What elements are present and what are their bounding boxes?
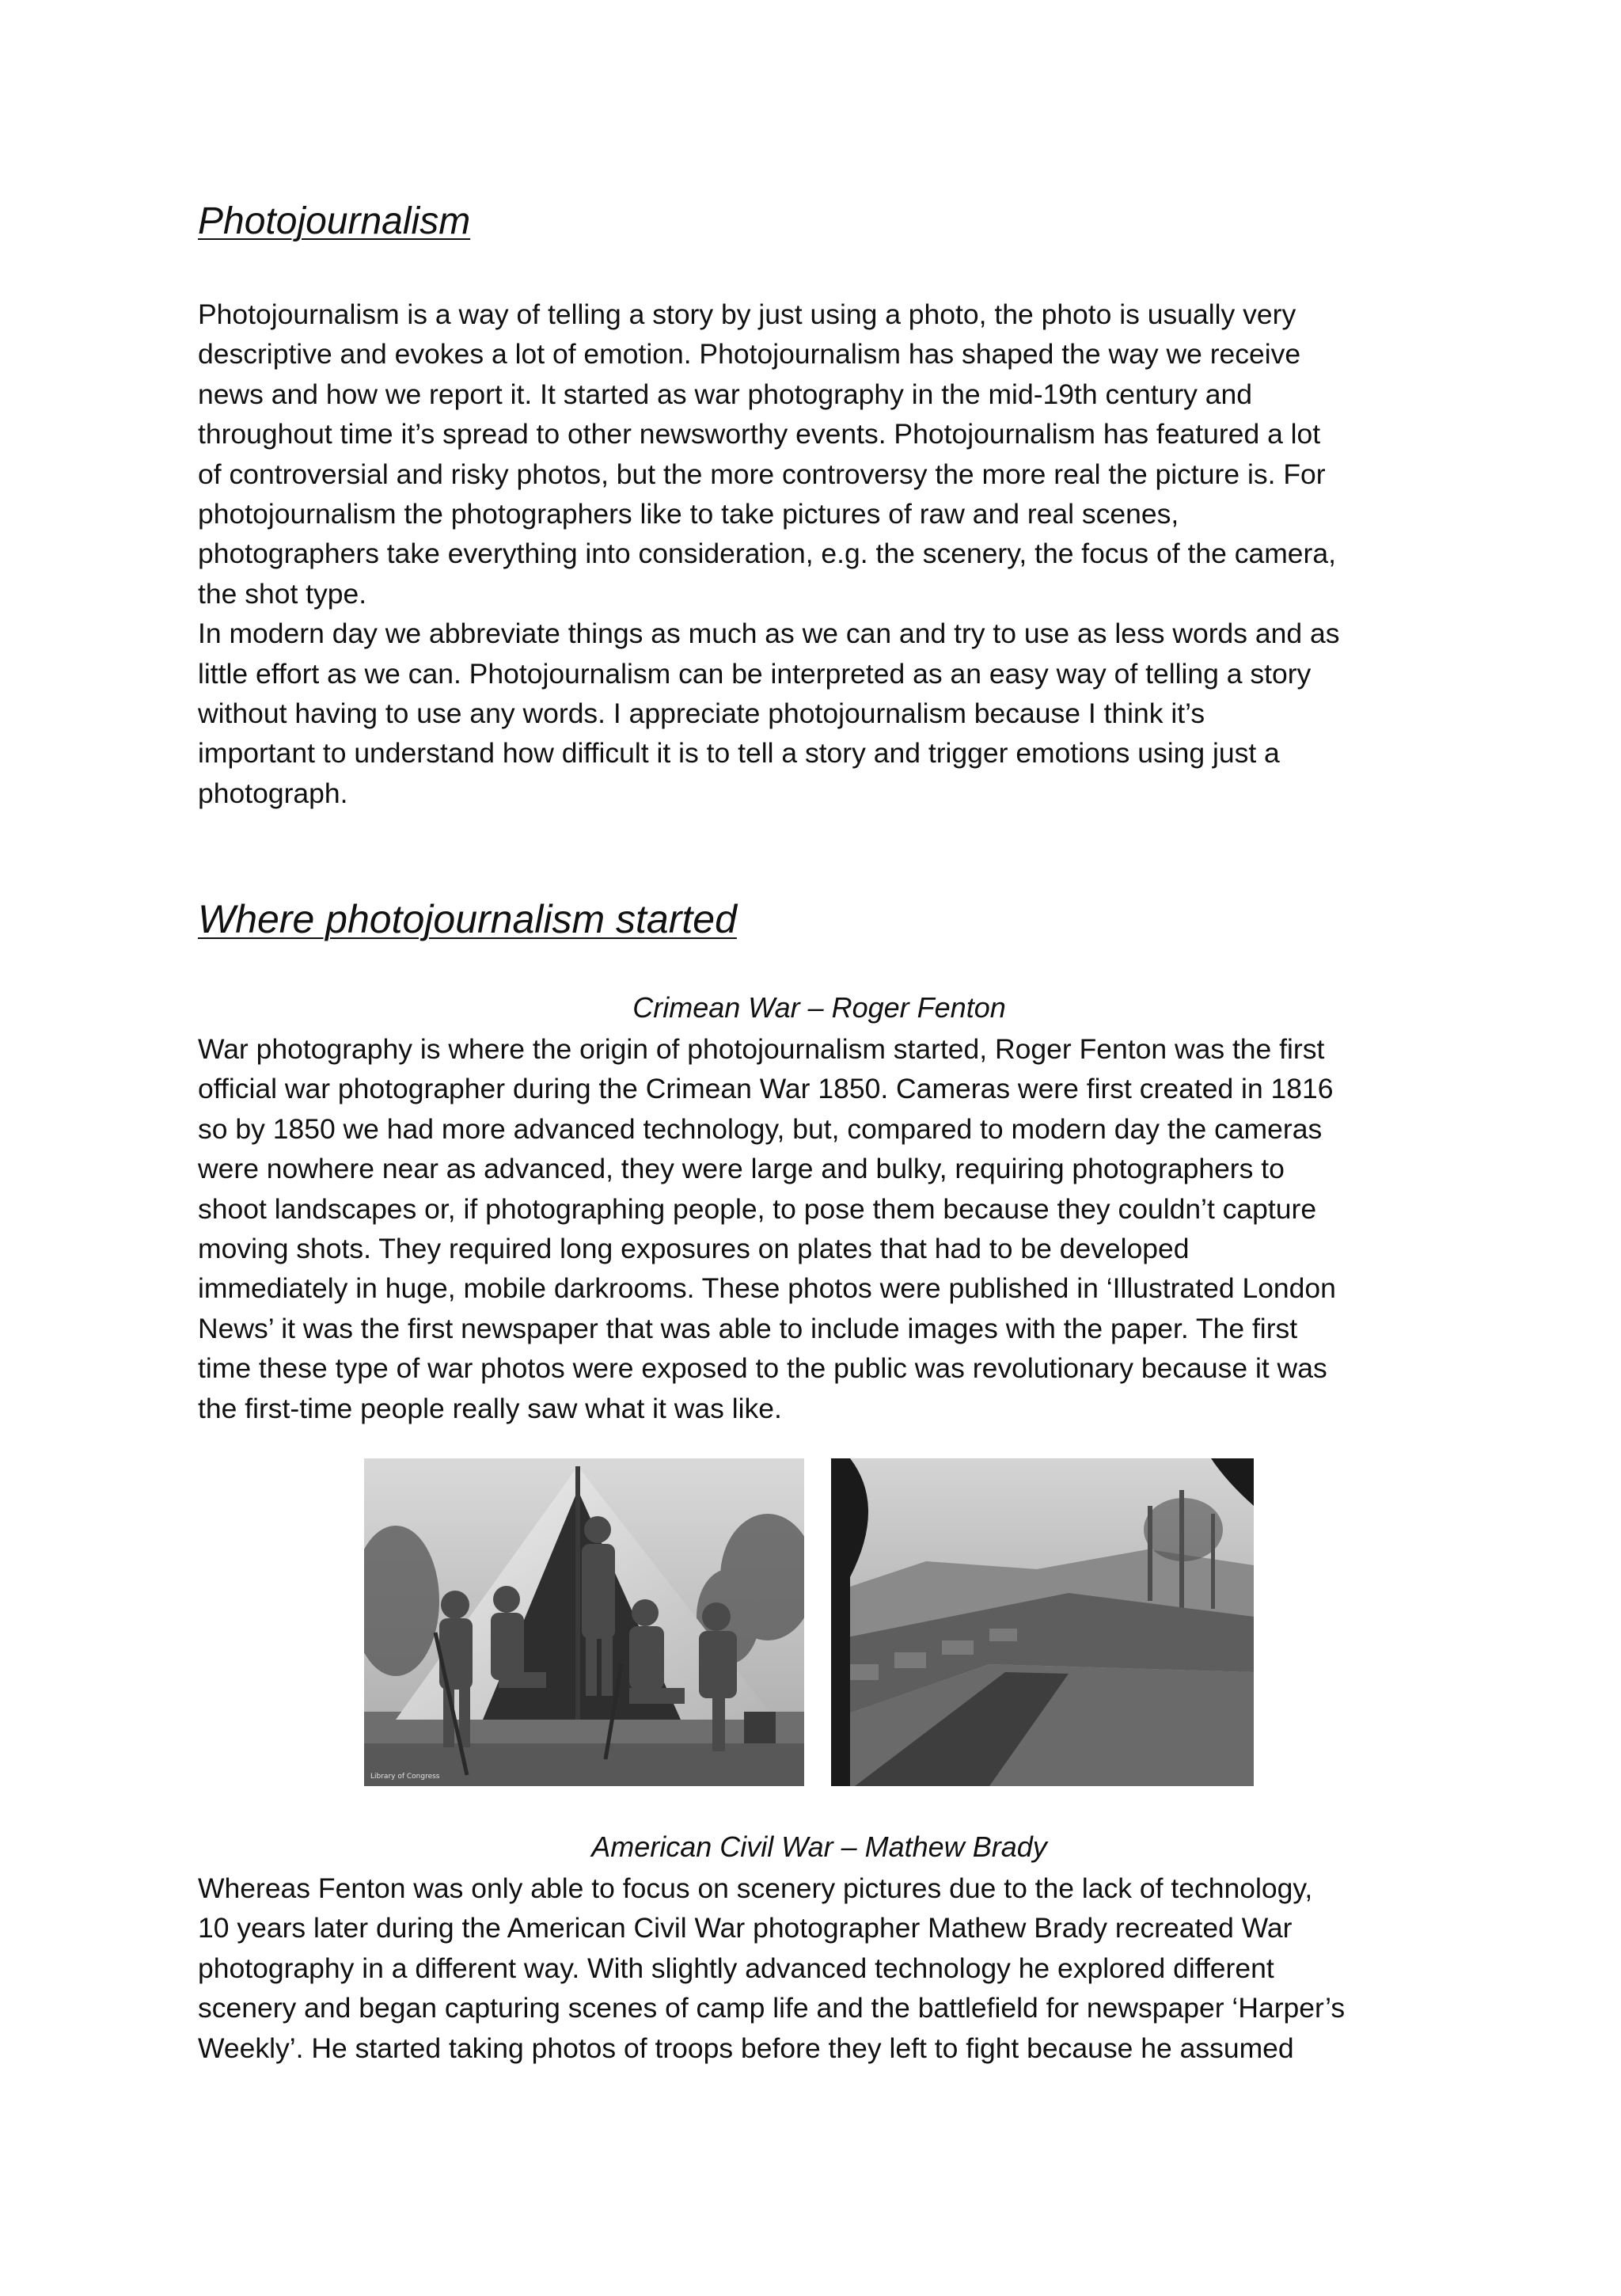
text-line: moving shots. They required long exposures on plates that had to be developed — [198, 1233, 1190, 1265]
text-line: Whereas Fenton was only able to focus on scenery pictures due to the lack of technology, — [198, 1872, 1313, 1904]
text-line: descriptive and evokes a lot of emotion. Photojournalism has shaped the way we receive — [198, 338, 1301, 371]
text-line: shoot landscapes or, if photographing people, to pose them because they couldn’t capture — [198, 1192, 1317, 1225]
text-line: without having to use any words. I appreciate photojournalism because I think it’s — [198, 698, 1205, 730]
text-line: were nowhere near as advanced, they were large and bulky, requiring photographers to — [198, 1153, 1285, 1185]
text-line: the shot type. — [198, 577, 367, 610]
text-line: time these type of war photos were exposed to the public was revolutionary because it was — [198, 1352, 1327, 1385]
text-line: immediately in huge, mobile darkrooms. These photos were published in ‘Illustrated London — [198, 1272, 1336, 1305]
photo-soldiers-tent — [364, 1458, 804, 1786]
text-line: photography in a different way. With slightly advanced technology he explored different — [198, 1952, 1274, 1984]
text-line: so by 1850 we had more advanced technology, but, compared to modern day the cameras — [198, 1112, 1323, 1145]
text-line: scenery and began capturing scenes of camp life and the battlefield for newspaper ‘Harper’s — [198, 1992, 1346, 2024]
soldiers-tent-illustration — [364, 1458, 804, 1786]
text-line: news and how we report it. It started as war photography in the mid-19th century and — [198, 378, 1252, 410]
text-line: of controversial and risky photos, but the more controversy the more real the picture is. For — [198, 458, 1326, 490]
text-line: little effort as we can. Photojournalism can be interpreted as an easy way of telling a story — [198, 657, 1312, 690]
intro-paragraph — [198, 295, 1441, 813]
text-line: official war photographer during the Crimean War 1850. Cameras were first created in 1816 — [198, 1073, 1334, 1105]
section-title-where-started: Where photojournalism started — [198, 897, 737, 941]
text-line: photograph. — [198, 777, 348, 809]
fenton-paragraph — [198, 1029, 1441, 1428]
text-line: the first-time people really saw what it was like. — [198, 1392, 782, 1424]
text-line: throughout time it’s spread to other newsworthy events. Photojournalism has featured a lot — [198, 418, 1321, 450]
text-line: photojournalism the photographers like to take pictures of raw and real scenes, — [198, 498, 1179, 530]
photo-credit: Library of Congress — [370, 1773, 440, 1781]
text-line: War photography is where the origin of photojournalism started, Roger Fenton was the first — [198, 1033, 1325, 1065]
caption-crimean-war: Crimean War – Roger Fenton — [632, 991, 1006, 1024]
battlefield-illustration — [831, 1458, 1254, 1786]
section-title-photojournalism: Photojournalism — [198, 200, 471, 242]
text-line: 10 years later during the American Civil War photographer Mathew Brady recreated War — [198, 1912, 1293, 1944]
photo-battlefield-trench — [831, 1458, 1254, 1786]
text-line: photographers take everything into consideration, e.g. the scenery, the focus of the camera, — [198, 538, 1336, 570]
text-line: important to understand how difficult it is to tell a story and trigger emotions using just a — [198, 737, 1280, 770]
text-line: News’ it was the first newspaper that was able to include images with the paper. The first — [198, 1312, 1298, 1344]
text-line: In modern day we abbreviate things as much as we can and try to use as less words and as — [198, 618, 1340, 650]
text-line: Photojournalism is a way of telling a story by just using a photo, the photo is usually very — [198, 298, 1296, 330]
caption-civil-war: American Civil War – Mathew Brady — [591, 1830, 1047, 1863]
brady-paragraph — [198, 1868, 1441, 2068]
text-line: Weekly’. He started taking photos of troops before they left to fight because he assumed — [198, 2032, 1294, 2064]
